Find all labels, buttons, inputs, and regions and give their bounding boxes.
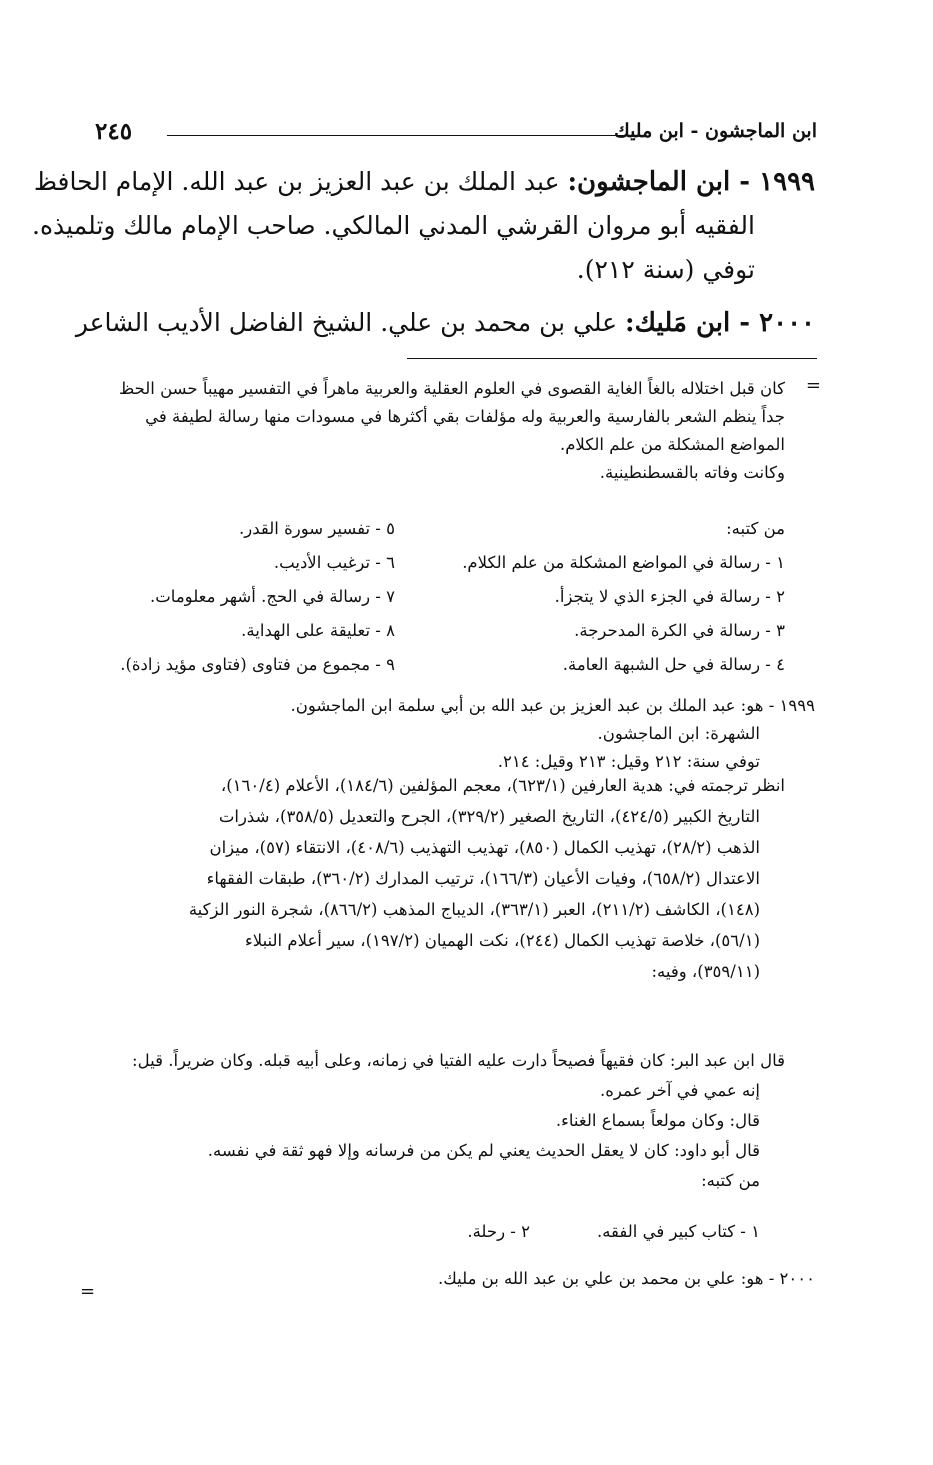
page-number: ٢٤٥	[95, 118, 133, 145]
entry-text: الفقيه أبو مروان القرشي المدني المالكي. صاحب الإمام مالك وتلميذه.	[32, 211, 755, 240]
list-item: ٧ - رسالة في الحج. أشهر معلومات.	[150, 587, 395, 606]
book-list	[100, 512, 815, 682]
list-item: ٣ - رسالة في الكرة المدحرجة.	[574, 621, 785, 640]
footnote-references	[100, 770, 815, 987]
header-rule	[167, 135, 627, 136]
reference-line: (٥٦/١)، خلاصة تهذيب الكمال (٢٤٤)، نكت الهميان (١٩٧/٢)، سير أعلام النبلاء	[244, 931, 760, 950]
list-item: ٩ - مجموع من فتاوى (فتاوى مؤيد زادة).	[120, 655, 395, 674]
footnote-1999	[100, 692, 815, 776]
page-header	[95, 118, 817, 150]
footnote-2000	[100, 1265, 815, 1293]
reference-line: الاعتدال (٦٥٨/٢)، وفيات الأعيان (١٦٦/٣)، ترتيب المدارك (٣٦٠/٢)، طبقات الفقهاء	[206, 869, 760, 888]
footnote-line: وكانت وفاته بالقسطنطينية.	[599, 463, 785, 482]
footnote-continuation	[100, 375, 815, 487]
entry-heading: ٢٠٠٠ - ابن مَليك:	[625, 308, 815, 338]
list-item: ٢ - رحلة.	[467, 1222, 530, 1241]
reference-line: الذهب (٢٨/٢)، تهذيب الكمال (٨٥٠)، تهذيب التهذيب (٤٠٨/٦)، الانتقاء (٥٧)، ميزان	[209, 838, 760, 857]
books-heading: من كتبه:	[726, 519, 785, 538]
list-item: ١ - رسالة في المواضع المشكلة من علم الكلام.	[462, 553, 785, 572]
entry-2000	[75, 303, 815, 343]
quote-line: قال أبو داود: كان لا يعقل الحديث يعني لم يكن من فرسانه وإلا فهو ثقة في نفسه.	[207, 1141, 760, 1160]
books-heading: من كتبه:	[701, 1171, 760, 1190]
footnote-line: جداً ينظم الشعر بالفارسية والعربية وله مؤلفات بقي أكثرها في مسودات منها رسالة لطيفة في	[145, 407, 785, 426]
footnote-line: توفي سنة: ٢١٢ وقيل: ٢١٣ وقيل: ٢١٤.	[497, 752, 760, 771]
footnote-line: ٢٠٠٠ - هو: علي بن محمد بن علي بن عبد الله بن مليك.	[437, 1269, 815, 1288]
entry-text: توفي (سنة ٢١٢).	[576, 255, 755, 284]
list-item: ٦ - ترغيب الأديب.	[273, 553, 395, 572]
list-item: ٥ - تفسير سورة القدر.	[239, 519, 395, 538]
entry-text: علي بن محمد بن علي. الشيخ الفاضل الأديب الشاعر	[75, 308, 618, 337]
continuation-mark: =	[805, 375, 821, 396]
entry-heading: ١٩٩٩ - ابن الماجشون:	[567, 167, 815, 197]
list-item: ١ - كتاب كبير في الفقه.	[596, 1222, 760, 1241]
book-list-1999	[100, 1215, 815, 1249]
entry-text: عبد الملك بن عبد العزيز بن عبد الله. الإمام الحافظ	[33, 167, 560, 196]
quote-line: إنه عمي في آخر عمره.	[599, 1081, 760, 1100]
reference-line: (٣٥٩/١١)، وفيه:	[651, 962, 760, 981]
footnote-line: كان قبل اختلاله بالغاً الغاية القصوى في العلوم العقلية والعربية ماهراً في التفسير مهيباً حسن الحظ	[118, 379, 785, 398]
running-title: ابن الماجشون - ابن مليك	[614, 120, 817, 142]
quote-line: قال: وكان مولعاً بسماع الغناء.	[555, 1111, 760, 1130]
continues-mark: =	[80, 1281, 96, 1302]
list-item: ٢ - رسالة في الجزء الذي لا يتجزأ.	[554, 587, 785, 606]
entry-1999	[32, 162, 815, 290]
footnote-quotes	[100, 1046, 815, 1196]
list-item: ٤ - رسالة في حل الشبهة العامة.	[562, 655, 785, 674]
footnote-rule	[407, 358, 817, 359]
reference-line: التاريخ الكبير (٤٢٤/٥)، التاريخ الصغير (٣٢٩/٢)، الجرح والتعديل (٣٥٨/٥)، شذرات	[218, 807, 760, 826]
footnote-line: المواضع المشكلة من علم الكلام.	[559, 435, 785, 454]
reference-line: (١٤٨)، الكاشف (٢١١/٢)، العبر (٣٦٣/١)، الديباج المذهب (٨٦٦/٢)، شجرة النور الزكية	[188, 900, 760, 919]
footnote-line: ١٩٩٩ - هو: عبد الملك بن عبد العزيز بن عبد الله بن أبي سلمة ابن الماجشون.	[290, 696, 815, 715]
footnote-line: الشهرة: ابن الماجشون.	[597, 724, 760, 743]
list-item: ٨ - تعليقة على الهداية.	[241, 621, 395, 640]
reference-line: انظر ترجمته في: هدية العارفين (٦٢٣/١)، معجم المؤلفين (١٨٤/٦)، الأعلام (١٦٠/٤)،	[220, 776, 785, 795]
quote-line: قال ابن عبد البر: كان فقيهاً فصيحاً دارت عليه الفتيا في زمانه، وعلى أبيه قبله. وكان ضريراً. قيل:	[132, 1051, 785, 1070]
